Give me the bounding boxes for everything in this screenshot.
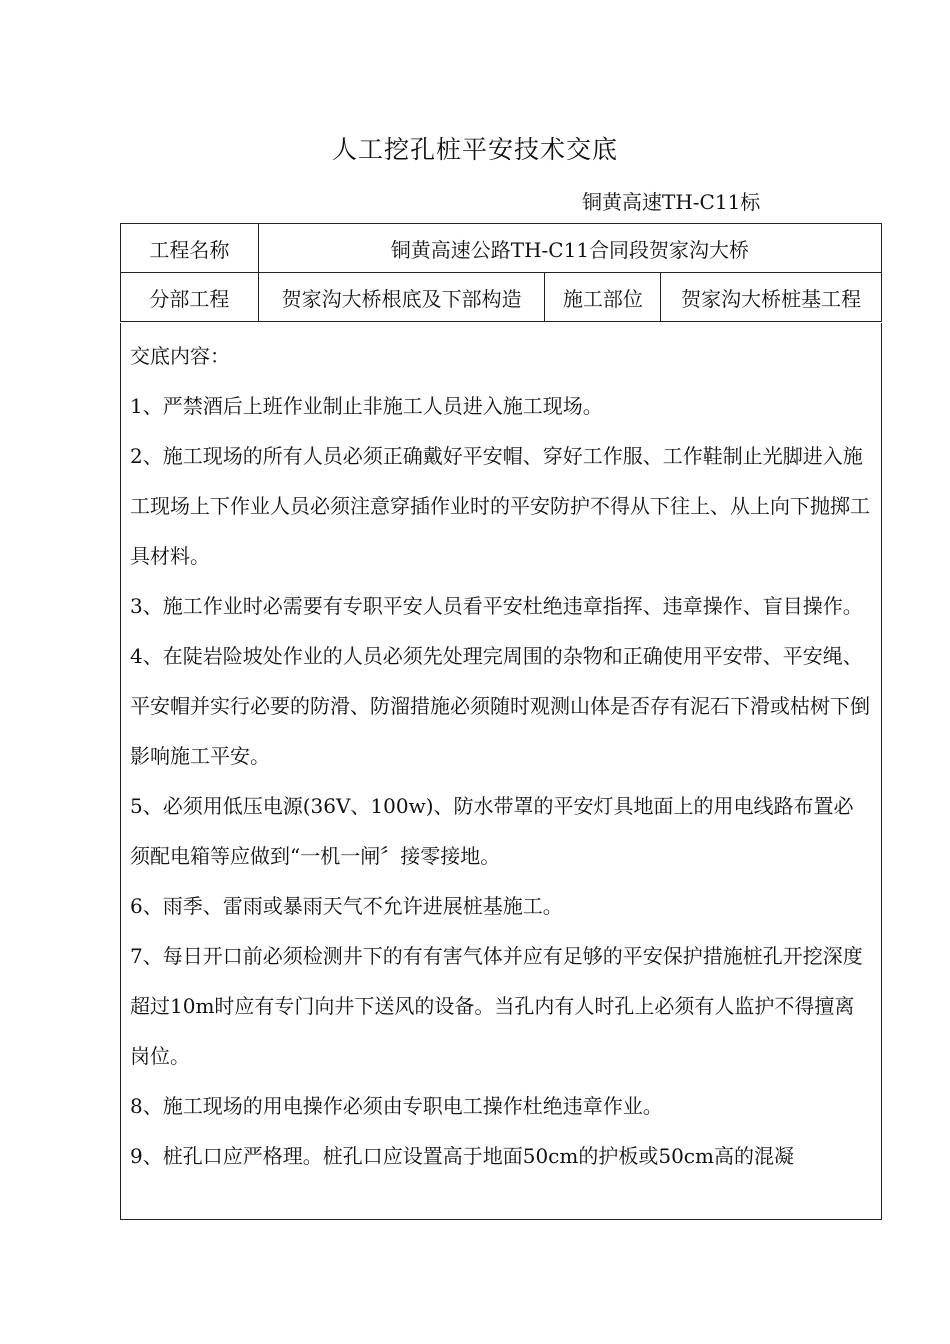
location-value: 贺家沟大桥桩基工程: [661, 273, 882, 322]
info-row-subproject: [121, 273, 882, 322]
content-item: 7、每日开口前必须检测井下的有有害气体并应有足够的平安保护措施桩孔开挖深度超过10m时应有专门向井下送风的设备。当孔内有人时孔上必须有人监护不得擅离岗位。: [130, 944, 863, 1068]
content-heading: 交底内容：: [130, 344, 230, 368]
sub-project-label: 分部工程: [121, 273, 259, 322]
info-row-project: [121, 224, 882, 273]
content-item: 3、施工作业时必需要有专职平安人员看平安杜绝违章指挥、违章操作、盲目操作。: [130, 594, 863, 618]
sub-project-value: 贺家沟大桥根底及下部构造: [258, 273, 545, 322]
content-item: 2、施工现场的所有人员必须正确戴好平安帽、穿好工作服、工作鞋制止光脚进入施工现场上下作业人员必须注意穿插作业时的平安防护不得从下往上、从上向下抛掷工具材料。: [130, 444, 870, 568]
document-title: 人工挖孔桩平安技术交底: [331, 135, 618, 164]
content-item: 9、桩孔口应严格理。桩孔口应设置高于地面50cm的护板或50cm高的混凝: [130, 1144, 794, 1168]
content-item: 5、必须用低压电源(36V、100w)、防水带罩的平安灯具地面上的用电线路布置必须配电箱等应做到“一机一闸〞接零接地。: [130, 794, 854, 868]
project-name-value: 铜黄高速公路TH-C11合同段贺家沟大桥: [258, 224, 881, 273]
project-name-label: 工程名称: [121, 224, 259, 273]
content-item: 6、雨季、雷雨或暴雨天气不允许进展桩基施工。: [130, 894, 563, 918]
content-item: 8、施工现场的用电操作必须由专职电工操作杜绝违章作业。: [130, 1094, 663, 1118]
document-subtitle: 铜黄高速TH-C11标: [582, 190, 761, 214]
info-table: [120, 223, 882, 322]
content-item: 4、在陡岩险坡处作业的人员必须先处理完周围的杂物和正确使用平安带、平安绳、平安帽并实行必要的防滑、防溜措施必须随时观测山体是否存有泥石下滑或枯树下倒影响施工平安。: [130, 644, 870, 768]
location-label: 施工部位: [545, 273, 661, 322]
content-box: [120, 323, 882, 1220]
content-item: 1、严禁酒后上班作业制止非施工人员进入施工现场。: [130, 394, 603, 418]
